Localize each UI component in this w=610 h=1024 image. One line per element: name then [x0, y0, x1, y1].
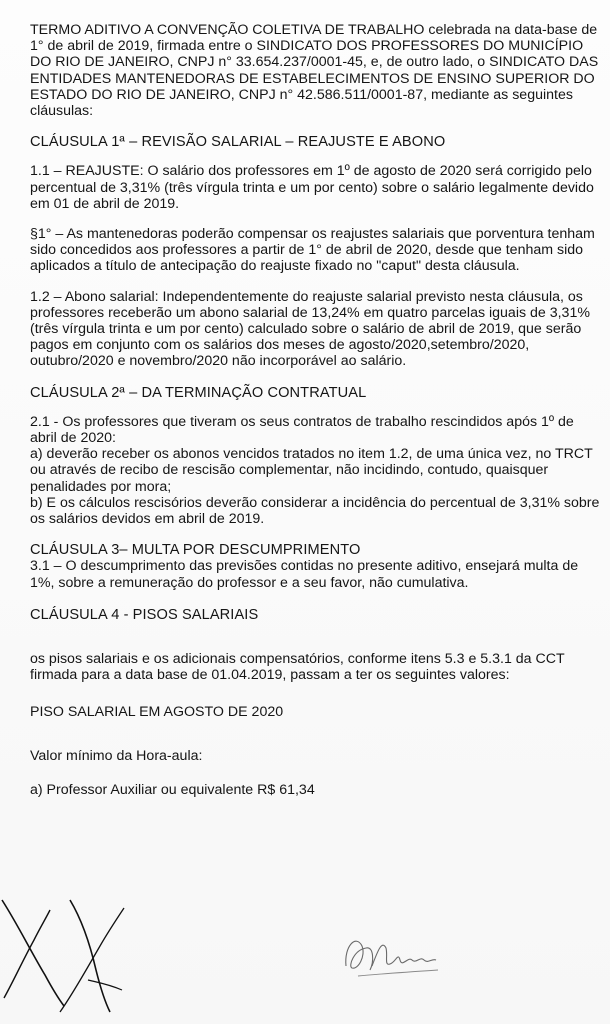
clause-2-item-b: b) E os cálculos rescisórios deverão considerar a incidência do percentual de 3,31% sobre os salários devidos em abril de 2019. — [30, 494, 600, 528]
clause-2-item-a: a) deverão receber os abonos vencidos tratados no item 1.2, de uma única vez, no TRCT ou através de recibo de rescisão complementar, não incidindo, contudo, quaisquer penalidades por mora; — [30, 446, 593, 495]
left-signature — [0, 880, 150, 1020]
clause-1-heading: CLÁUSULA 1ª – REVISÃO SALARIAL – REAJUSTE E ABONO — [30, 134, 446, 151]
clause-1-1-paragraph: 1.1 – REAJUSTE: O salário dos professores em 1º de agosto de 2020 será corrigido pelo percentual de 3,31% (três vírgula trinta e um por cento) sobre o salário legalmente devido em 01 de abril de 2019. — [30, 163, 594, 212]
clause-4-heading: CLÁUSULA 4 - PISOS SALARIAIS — [30, 606, 259, 623]
clause-3-1-paragraph: 3.1 – O descumprimento das previsões contidas no presente aditivo, ensejará multa de 1%, sobre a remuneração do professor e a seu favor, não cumulativa. — [30, 558, 579, 591]
document-body — [30, 22, 602, 798]
valor-minimo-title: Valor mínimo da Hora-aula: — [30, 747, 203, 764]
intro-paragraph: TERMO ADITIVO A CONVENÇÃO COLETIVA DE TRABALHO celebrada na data-base de 1° de abril de 2019, firmada entre o SINDICATO DOS PROFESSORES DO MUNICÍPIO DO RIO DE JANEIRO, CNPJ n° 33.654.237/0001-45, e, de outro lado, o SINDICATO DAS ENTIDADES MANTENEDORAS DE ESTABELECIMENTOS DE ENSINO SUPERIOR DO ESTADO DO RIO DE JANEIRO, CNPJ n° 42.586.511/0001-87, mediante as seguintes cláusulas: — [30, 22, 599, 120]
item-a-professor-auxiliar: a) Professor Auxiliar ou equivalente R$ 61,34 — [30, 781, 315, 798]
clause-1-2-paragraph: 1.2 – Abono salarial: Independentemente do reajuste salarial previsto nesta cláusula, os professores receberão um abono salarial de 13,24% em quatro parcelas iguais de 3,31% (três vírgula trinta e um por cento) calculado sobre o salário de abril de 2019, que serão pagos em conjunto com os salários dos meses de agosto/2020,setembro/2020, outubro/2020 e novembro/2020 não incorporável ao salário. — [30, 288, 590, 370]
right-signature — [338, 926, 448, 986]
piso-salarial-title: PISO SALARIAL EM AGOSTO DE 2020 — [30, 703, 284, 720]
clause-2-heading: CLÁUSULA 2ª – DA TERMINAÇÃO CONTRATUAL — [30, 384, 367, 401]
clause-3-heading: CLÁUSULA 3– MULTA POR DESCUMPRIMENTO — [30, 542, 361, 559]
clause-4-body: os pisos salariais e os adicionais compensatórios, conforme itens 5.3 e 5.3.1 da CCT firmada para a data base de 01.04.2019, passam a ter os seguintes valores: — [30, 651, 565, 684]
clause-2-1-paragraph: 2.1 - Os professores que tiveram os seus contratos de trabalho rescindidos após 1º de abril de 2020: — [30, 413, 574, 447]
signature-area — [0, 880, 610, 1024]
clause-1-paragraph-1: §1° – As mantenedoras poderão compensar os reajustes salariais que porventura tenham sido concedidos aos professores a partir de 1° de abril de 2020, desde que tenham sido aplicados a título de antecipação do reajuste fixado no "caput" desta cláusula. — [30, 226, 595, 275]
